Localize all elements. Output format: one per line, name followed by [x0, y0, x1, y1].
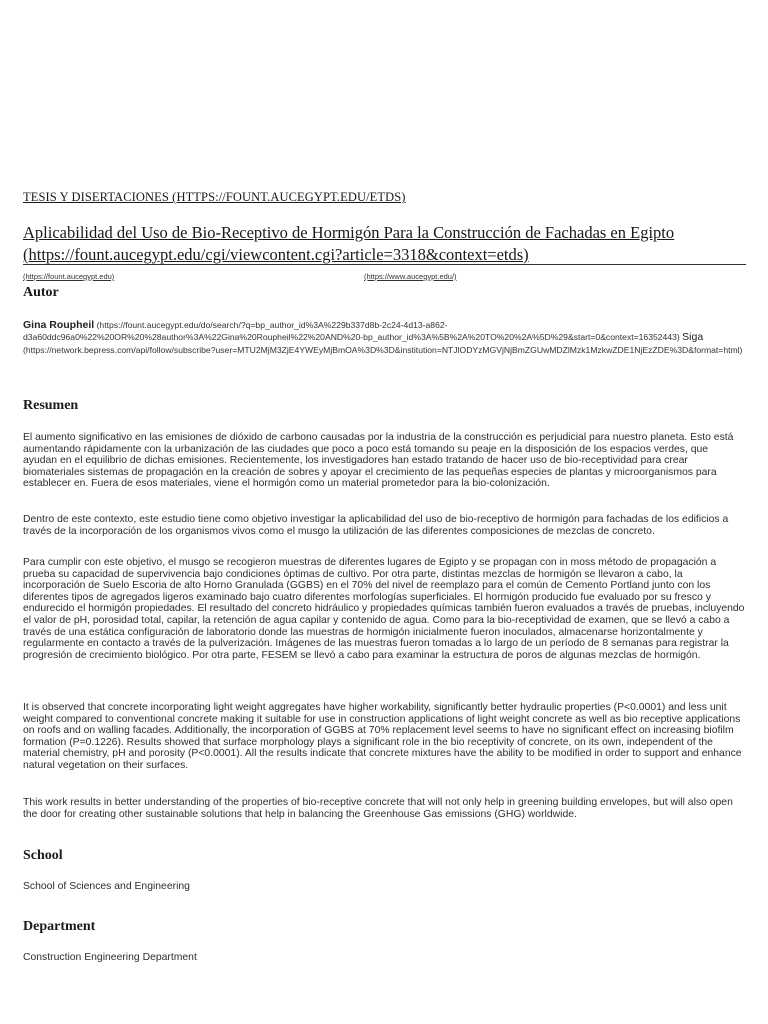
abstract-paragraph-3: Para cumplir con este objetivo, el musgo se recogieron muestras de diferentes lugares de Egipto y se propagan con in moss método de propagación a prueba su capacidad de supervivencia bajo condiciones óptimas de cultivo. Por otra parte, distintas mezclas de hormigón se llevaron a cabo, la incorporación de Suelo Escoria de alto Horno Granulada (GGBS) en el 70% del nivel de reemplazo para el común de Cemento Portland junto con los diferentes tipos de agregados ligeros examinado bajo cuatro diferentes morfologías superficiales. El hormigón producido fue evaluado por su fresco y endurecido el hormigón propiedades. El resultado del concreto hidráulico y propiedades químicas también fueron evaluados a través de pruebas, incluyendo el valor de pH, porosidad total, capilar, la retención de agua capilar y contenido de agua. Como para la bio-receptividad de examen, que se llevó a cabo a través de una estática configuración de laboratorio donde las muestras de hormigón inicialmente fueron inoculados, almacenarse horizontalmente y regularmente en contacto a través de la pulverización. Imágenes de las muestras fueron tomadas a lo largo de un período de 8 semanas para registrar la progresión de crecimiento biológico. Por otra parte, FESEM se llevó a cabo para examinar la estructura de poros de algunas mezclas de hormigón. — [23, 557, 745, 661]
school-heading: School — [23, 848, 63, 863]
thesis-title-url[interactable]: (https://fount.aucegypt.edu/cgi/viewcontent.cgi?article=3318&context=etds) — [23, 245, 529, 264]
title-divider — [23, 264, 746, 265]
thesis-title[interactable] — [23, 222, 745, 266]
abstract-paragraph-4: It is observed that concrete incorporating light weight aggregates have higher workability, significantly better hydraulic properties (P<0.0001) and less unit weight compared to conventional concrete making it suitable for use in construction applications of light weight concrete as well as bio receptive applications on roofs and on walling facades. Additionally, the incorporation of GGBS at 70% replacement level seems to have no significant effect on increasing biofilm formation (P=0.1226). Results showed that surface morphology plays a significant role in the bio receptivity of concrete, on its own, independent of the material chemistry, pH and porosity (P<0.0001). All the results indicate that concrete mixtures have the ability to be modified in order to support and enhance natural vegetation on their surfaces. — [23, 702, 742, 771]
follow-button[interactable]: Siga — [682, 331, 704, 344]
follow-url[interactable]: (https://network.bepress.com/api/follow/subscribe?user=MTU2MjM3ZjE4YWEyMjBmOA%3D%3D&institution=NTJlODYzMGVjNjBmZGUwMDZlMzk1MzkwZDE1NjEzZDE%3D&format=html) — [23, 344, 743, 355]
author-name-link[interactable]: Gina Roupheil — [23, 319, 95, 331]
abstract-paragraph-5: This work results in better understanding of the properties of bio-receptive concrete that will not only help in greening building envelopes, but will also open the door for creating other sustainable solutions that help in balancing the Greenhouse Gas emissions (GHG) worldwide. — [23, 797, 733, 820]
department-value: Construction Engineering Department — [23, 952, 197, 963]
abstract-paragraph-1: El aumento significativo en las emisiones de dióxido de carbono causadas por la industria de la construcción es perjudicial para nuestro planeta. Esto está aumentando rápidamente con la urbanización de las ciudades que poco a poco está tomando su peaje en la disposición de los espacios verdes, que ayudan en el equilibrio de dichas emisiones. Recientemente, los investigadores han estado tratando de hacer uso de bio-receptividad para crear biomateriales sistemas de propagación en la creación de sobres y apoyar el crecimiento de las pequeñas especies de plantas y microorganismos para establecer en. Fuera de esos materiales, viene el hormigón como un material prometedor para la bio-colonización. — [23, 432, 734, 490]
abstract-heading: Resumen — [23, 398, 79, 413]
abstract-paragraph-2: Dentro de este contexto, este estudio tiene como objetivo investigar la aplicabilidad del uso de bio-receptivo de hormigón para fachadas de los edificios a través de la incorporación de los organismos vivos como el musgo la utilización de las diferentes composiciones de mezclas de concreto. — [23, 514, 729, 537]
author-heading: Autor — [23, 285, 59, 300]
breadcrumb-link[interactable]: TESIS Y DISERTACIONES (HTTPS://FOUNT.AUCEGYPT.EDU/ETDS) — [23, 190, 406, 204]
thesis-title-text[interactable]: Aplicabilidad del Uso de Bio-Receptivo de Hormigón Para la Construcción de Fachadas en Egipto — [23, 223, 675, 242]
fount-logo-link[interactable]: (https://fount.aucegypt.edu) — [23, 272, 115, 281]
author-details — [23, 319, 753, 356]
school-value: School of Sciences and Engineering — [23, 881, 190, 892]
department-heading: Department — [23, 919, 96, 934]
author-search-url[interactable]: (https://fount.aucegypt.edu/do/search/?q=bp_author_id%3A%229b337d8b-2c24-4d13-a862-d3a60ddc96a0%22%20OR%20%28author%3A%22Gina%20Roupheil%22%20AND%20-bp_author_id%3A%5B%2A%20TO%20%2A%5D%29&start=0&context=16352443) — [23, 320, 680, 343]
auc-logo-link[interactable]: (https://www.aucegypt.edu/) — [364, 272, 457, 281]
